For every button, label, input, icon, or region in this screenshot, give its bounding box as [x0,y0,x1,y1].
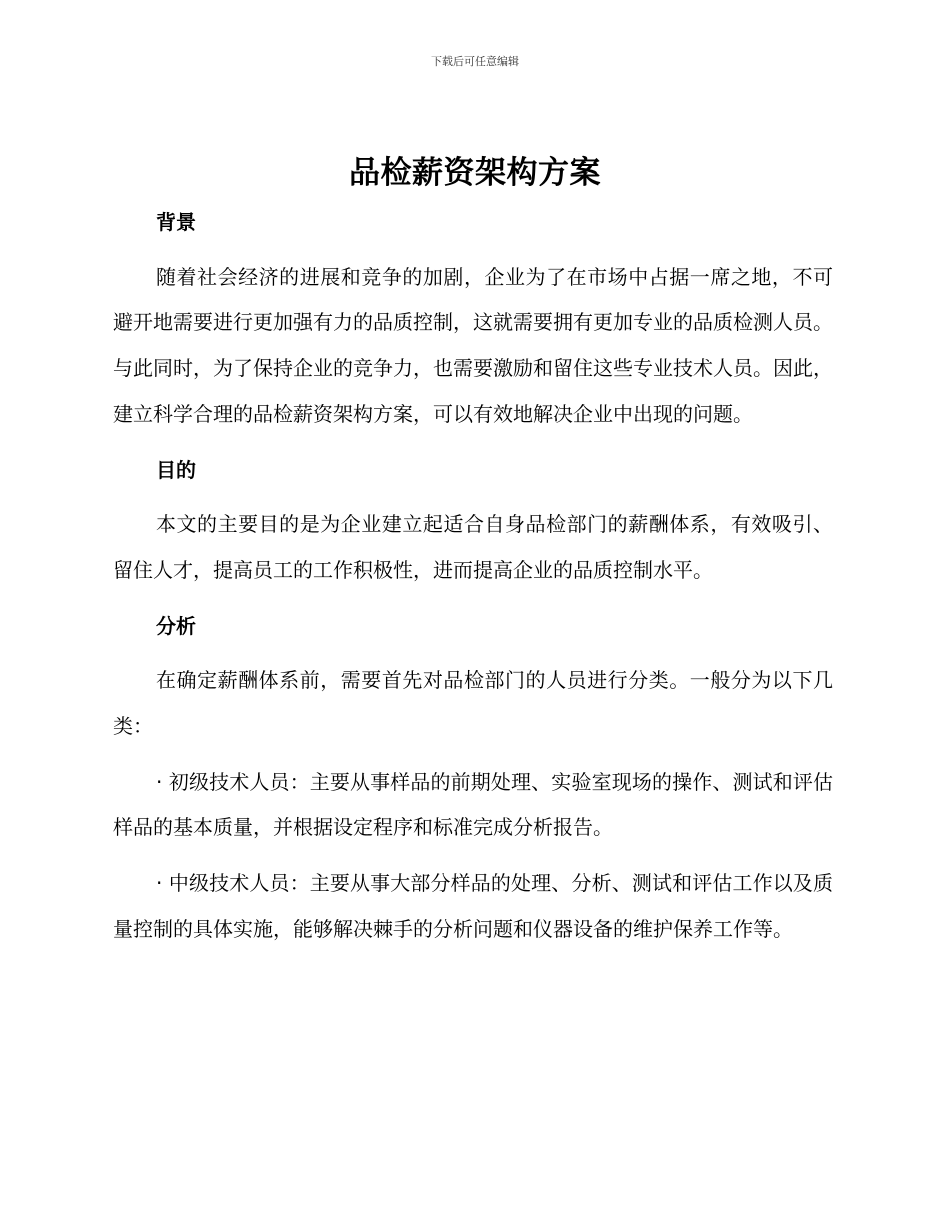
paragraph-analysis-intro: 在确定薪酬体系前，需要首先对品检部门的人员进行分类。一般分为以下几类： [113,668,833,739]
list-item-junior-technician: · 初级技术人员：主要从事样品的前期处理、实验室现场的操作、测试和评估样品的基本质量，并根据设定程序和标准完成分析报告。 [113,769,833,840]
section-heading-analysis: 分析 [156,613,196,638]
document-title: 品检薪资架构方案 [349,155,601,191]
paragraph-background: 随着社会经济的进展和竞争的加剧，企业为了在市场中占据一席之地，不可避开地需要进行更加强有力的品质控制，这就需要拥有更加专业的品质检测人员。与此同时，为了保持企业的竞争力，也需要激励和留住这些专业技术人员。因此，建立科学合理的品检薪资架构方案，可以有效地解决企业中出现的问题。 [113,264,833,426]
header-note: 下载后可任意编辑 [431,55,519,68]
list-item-intermediate-technician: · 中级技术人员：主要从事大部分样品的处理、分析、测试和评估工作以及质量控制的具体实施，能够解决棘手的分析问题和仪器设备的维护保养工作等。 [113,871,833,941]
section-heading-purpose: 目的 [156,457,196,482]
document-body [113,200,833,953]
paragraph-purpose: 本文的主要目的是为企业建立起适合自身品检部门的薪酬体系，有效吸引、留住人才，提高员工的工作积极性，进而提高企业的品质控制水平。 [113,512,833,582]
section-heading-background: 背景 [156,210,196,234]
